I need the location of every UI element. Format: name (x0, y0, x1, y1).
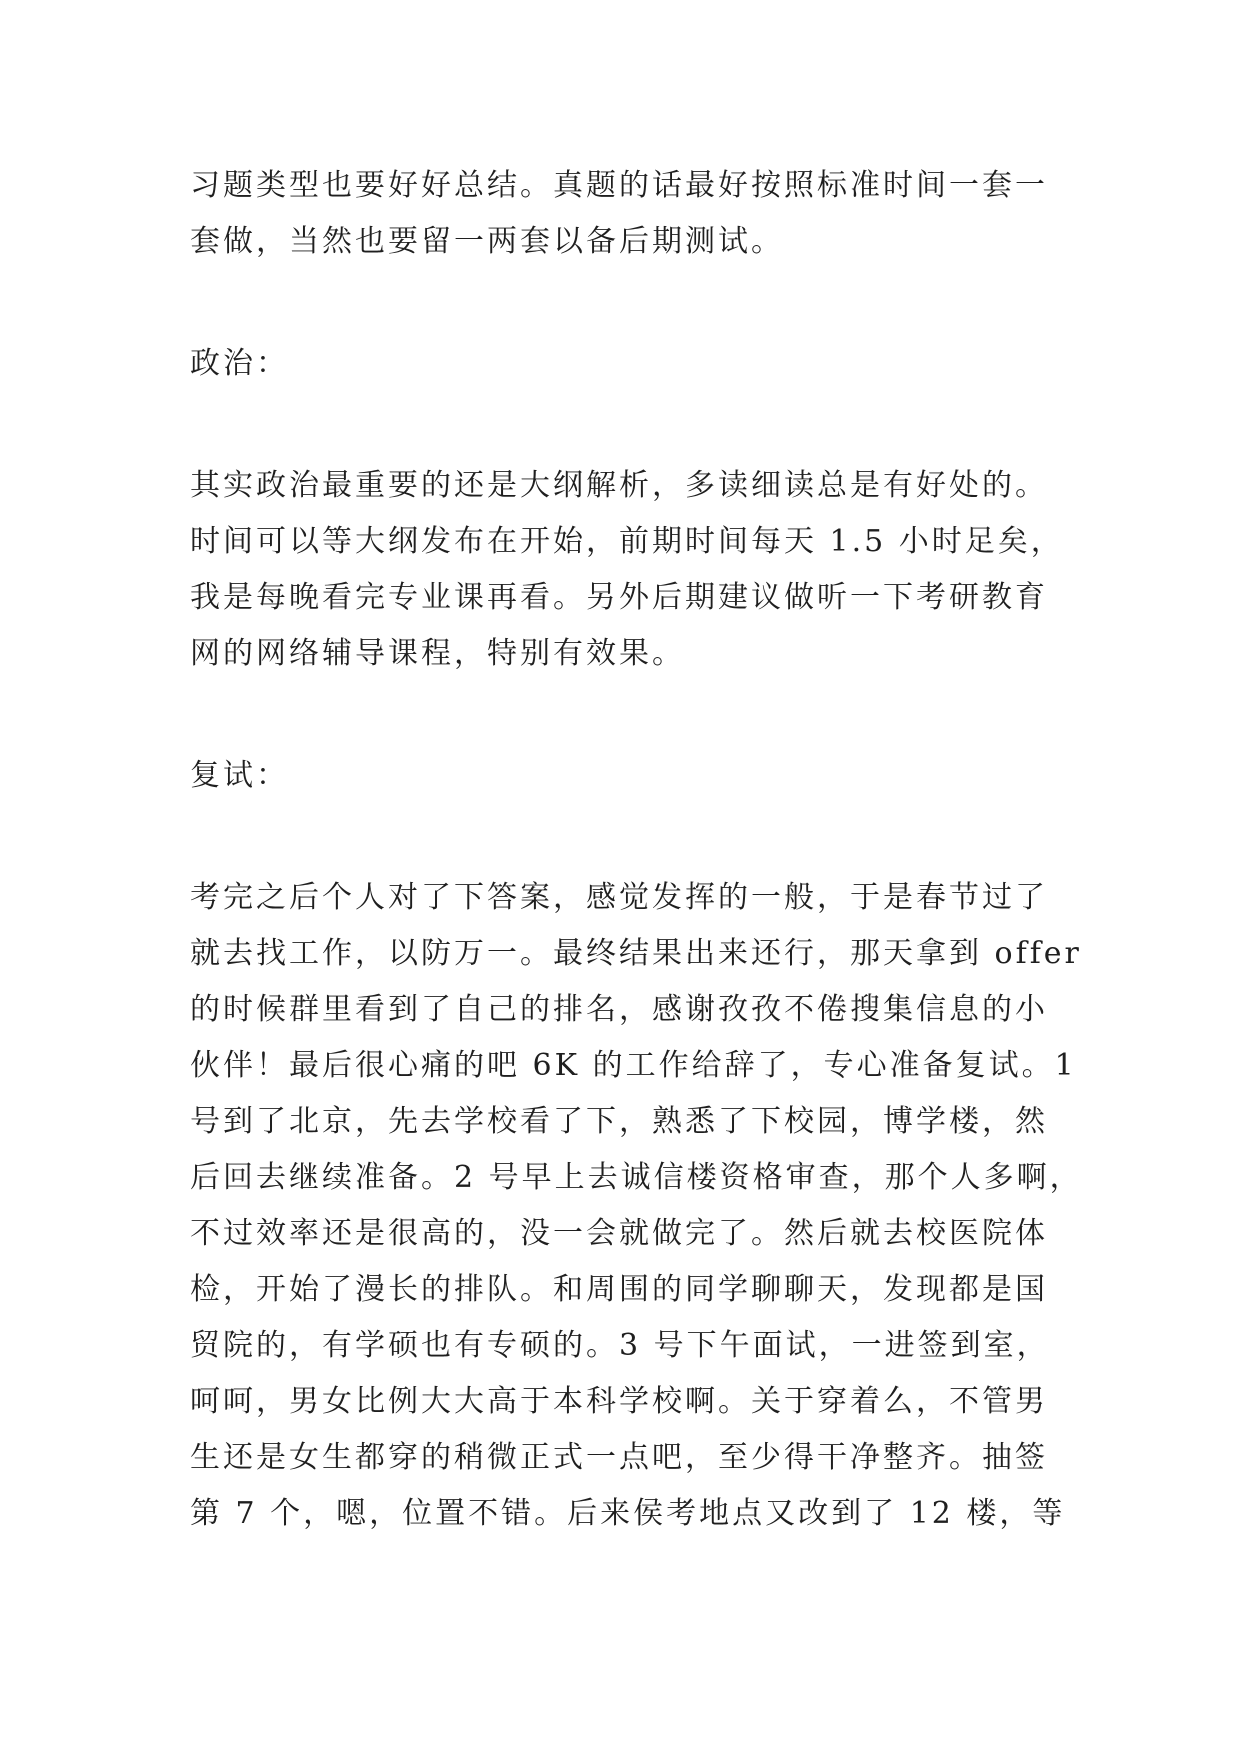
paragraph-line: 第 7 个，嗯，位置不错。后来侯考地点又改到了 12 楼，等 (190, 1496, 1066, 1531)
paragraph-line: 考完之后个人对了下答案，感觉发挥的一般，于是春节过了 (190, 880, 1048, 915)
intro-paragraph (190, 158, 1070, 270)
retest-heading: 复试： (190, 758, 289, 793)
paragraph-line: 检，开始了漫长的排队。和周围的同学聊聊天，发现都是国 (190, 1272, 1048, 1307)
politics-heading: 政治： (190, 346, 289, 381)
retest-paragraph (190, 870, 1083, 1542)
politics-paragraph (190, 458, 1070, 682)
paragraph-line: 套做，当然也要留一两套以备后期测试。 (190, 224, 784, 259)
paragraph-line: 网的网络辅导课程，特别有效果。 (190, 636, 685, 671)
paragraph-line: 号到了北京，先去学校看了下，熟悉了下校园，博学楼，然 (190, 1104, 1048, 1139)
paragraph-line: 伙伴！最后很心痛的吧 6K 的工作给辞了，专心准备复试。1 (190, 1048, 1077, 1083)
paragraph-line: 其实政治最重要的还是大纲解析，多读细读总是有好处的。 (190, 468, 1048, 503)
paragraph-line: 我是每晚看完专业课再看。另外后期建议做听一下考研教育 (190, 580, 1048, 615)
paragraph-line: 呵呵，男女比例大大高于本科学校啊。关于穿着么，不管男 (190, 1384, 1048, 1419)
document-body (190, 158, 1083, 1542)
paragraph-line: 习题类型也要好好总结。真题的话最好按照标准时间一套一 (190, 168, 1048, 203)
paragraph-line: 贸院的，有学硕也有专硕的。3 号下午面试，一进签到室， (190, 1328, 1050, 1363)
paragraph-line: 就去找工作，以防万一。最终结果出来还行，那天拿到 offer (190, 936, 1082, 971)
paragraph-line: 时间可以等大纲发布在开始，前期时间每天 1.5 小时足矣， (190, 524, 1064, 559)
paragraph-line: 生还是女生都穿的稍微正式一点吧，至少得干净整齐。抽签 (190, 1440, 1048, 1475)
paragraph-line: 后回去继续准备。2 号早上去诚信楼资格审查，那个人多啊， (190, 1160, 1083, 1195)
paragraph-line: 不过效率还是很高的，没一会就做完了。然后就去校医院体 (190, 1216, 1048, 1251)
paragraph-line: 的时候群里看到了自己的排名，感谢孜孜不倦搜集信息的小 (190, 992, 1048, 1027)
